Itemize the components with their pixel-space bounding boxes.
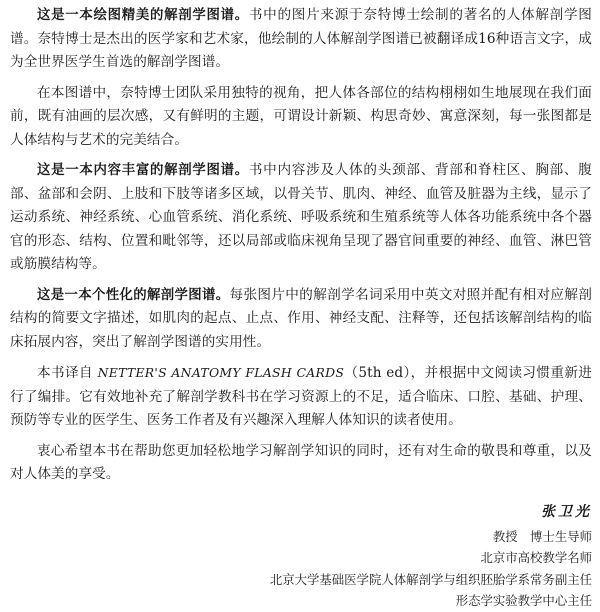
paragraph-perspective — [10, 82, 592, 153]
paragraph-source — [10, 361, 592, 433]
paragraph-personalized — [10, 284, 592, 355]
paragraph-text: 每张图片中的解剖学名词采用中英文对照并配有相对应解剖结构的简要文字描述，如肌肉的起点、止点、作用、神经支配、注释等，还包括该解剖结构的临床拓展内容，突出了解剖学图谱的实用性。 — [10, 286, 592, 350]
preface-body — [10, 4, 592, 494]
author-name: 张卫光 — [541, 504, 592, 520]
paragraph-text: 在本图谱中，奈特博士团队采用独特的视角，把人体各部位的结构栩栩如生地展现在我们面前，既有油画的层次感，又有鲜明的主题，可谓设计新颖、构思奇妙、寓意深刻，每一张图都是人体结构与艺术的完美结合。 — [10, 84, 592, 148]
paragraph-content — [10, 159, 592, 277]
paragraph-illustrations — [10, 4, 592, 75]
paragraph-text: 书中的图片来源于奈特博士绘制的著名的人体解剖学图谱。奈特博士是杰出的医学家和艺术家，他绘制的人体解剖学图谱已被翻译成16种语言文字，成为全世界医学生首选的解剖学图谱。 — [10, 7, 592, 70]
paragraph-text: 本书译自 — [37, 365, 93, 381]
author-signature — [270, 502, 592, 612]
author-position-secondary: 形态学实验教学中心主任 — [455, 593, 592, 608]
paragraph-text: 衷心希望本书在帮助您更加轻松地学习解剖学知识的同时，还有对生命的敬畏和尊重，以及对人体美的享受。 — [10, 442, 592, 482]
paragraph-text: 书中内容涉及人体的头颈部、背部和脊柱区、胸部、腹部、盆部和会阴、上肢和下肢等诸多区域，以骨关节、肌肉、神经、血管及脏器为主线，显示了运动系统、神经系统、心血管系统、消化系统、呼吸系统和生殖系统等人体各功能系统中各个器官的形态、结构、位置和毗邻等，还以局部或临床视角呈现了器官间重要的神经、血管、淋巴管或筋膜结构等。 — [10, 162, 592, 272]
paragraph-text: （5th ed），并根据中文阅读习惯重新进行了编排。它有效地补充了解剖学教科书在学习资源上的不足，适合临床、口腔、基础、护理、预防等专业的医学生、医务工作者及有兴趣深入理解人体知识的读者使用。 — [10, 365, 593, 428]
paragraph-lead: 这是一本内容丰富的解剖学图谱。 — [37, 163, 249, 178]
paragraph-closing — [10, 440, 592, 487]
author-position: 北京大学基础医学院人体解剖学与组织胚胎学系常务副主任 — [269, 571, 592, 587]
author-honor: 北京市高校教学名师 — [480, 550, 592, 565]
paragraph-lead: 这是一本个性化的解剖学图谱。 — [37, 287, 230, 303]
author-title: 教授 博士生导师 — [492, 528, 592, 544]
source-book-title: NETTER'S ANATOMY FLASH CARDS — [97, 365, 345, 380]
paragraph-lead: 这是一本绘图精美的解剖学图谱。 — [37, 8, 249, 23]
